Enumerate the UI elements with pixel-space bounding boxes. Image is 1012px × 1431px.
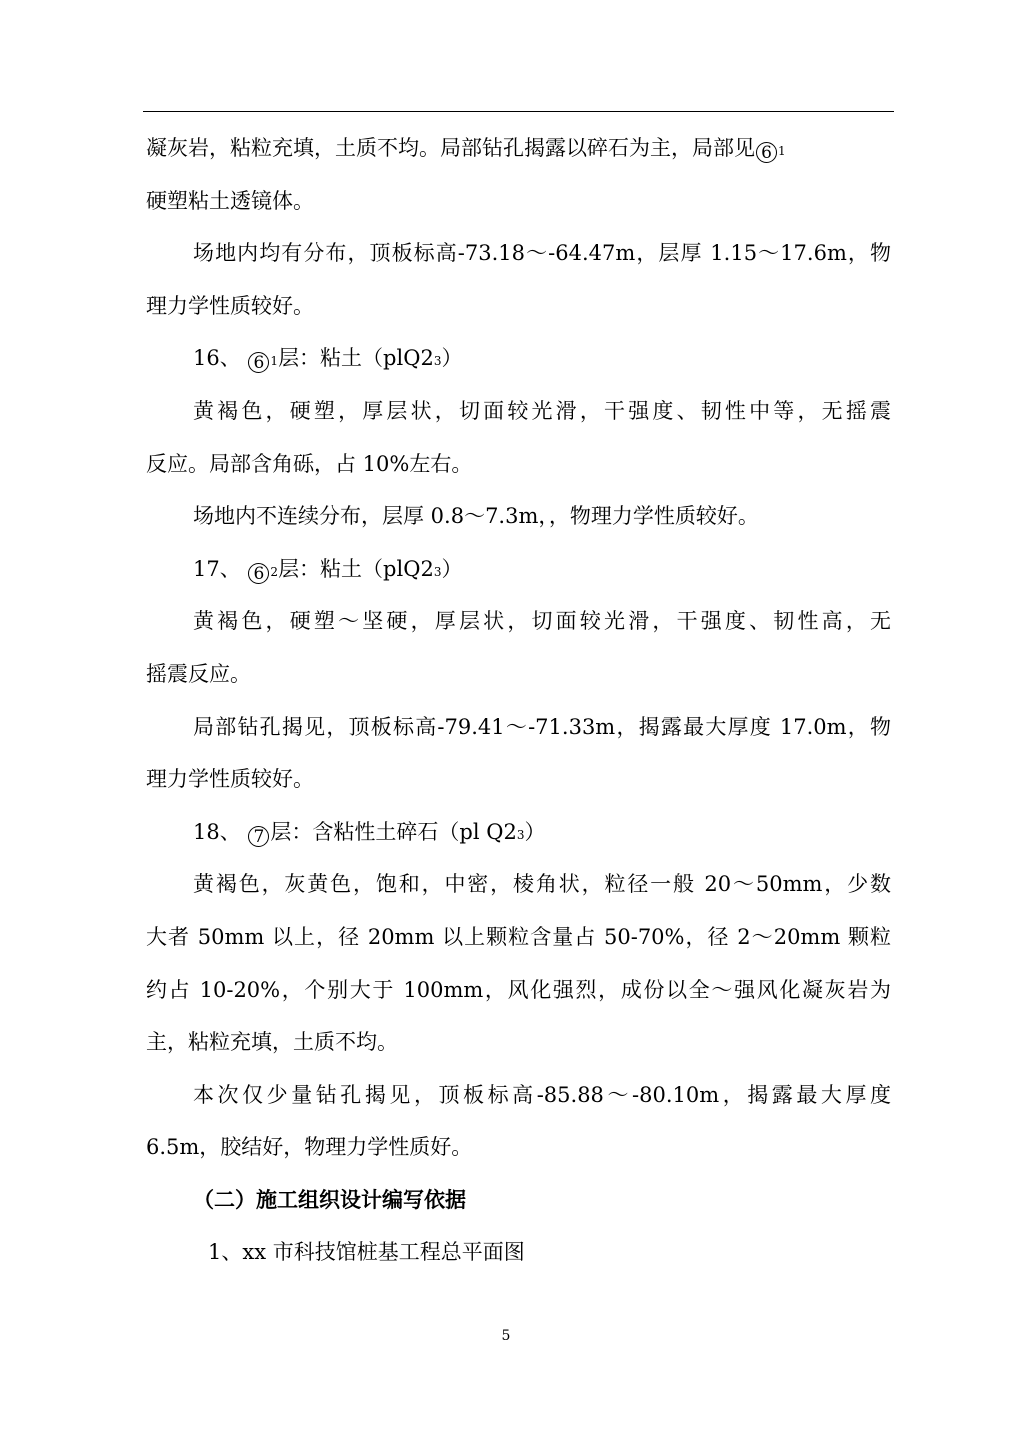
subscript: 3 xyxy=(516,827,525,842)
layer-number: 17、 xyxy=(193,556,241,581)
text-line: 摇震反应。 xyxy=(146,661,251,686)
header-rule xyxy=(143,111,894,112)
subscript: 1 xyxy=(778,144,786,158)
text-run: 本次仅少量钻孔揭见，顶板标高-85.88～-80.10m，揭露最大厚度 xyxy=(193,1082,891,1107)
layer-label: 层：含粘性土碎石（pl Q2 xyxy=(270,819,517,844)
text-line: 场地内不连续分布，层厚 0.8～7.3m，，物理力学性质较好。 xyxy=(193,504,759,529)
layer-number: 18、 xyxy=(193,819,241,844)
section-heading: （二）施工组织设计编写依据 xyxy=(193,1186,466,1212)
circled-number: 6 xyxy=(756,142,777,163)
layer-heading-18 xyxy=(146,806,891,859)
text-line xyxy=(146,122,891,175)
layer-number: 16、 xyxy=(193,346,241,371)
text-line: 反应。局部含角砾，占 10%左右。 xyxy=(146,451,473,476)
text-run: ） xyxy=(524,819,546,844)
text-line: 主，粘粒充填，土质不均。 xyxy=(146,1030,398,1055)
text-run: 黄褐色，灰黄色，饱和，中密，棱角状，粒径一般 20～50mm，少数 xyxy=(193,872,891,897)
text-line: 理力学性质较好。 xyxy=(146,767,314,792)
document-body xyxy=(146,122,891,1279)
page-number: 5 xyxy=(501,1328,511,1344)
circled-number: 6 xyxy=(248,563,269,584)
text-line: 6.5m，胶结好，物理力学性质好。 xyxy=(146,1135,473,1160)
layer-heading-16 xyxy=(146,332,891,385)
text-run: 凝灰岩，粘粒充填，土质不均。局部钻孔揭露以碎石为主，局部见 xyxy=(146,136,755,160)
text-line xyxy=(146,1069,891,1122)
text-run: 场地内均有分布，顶板标高-73.18～-64.47m，层厚 1.15～17.6m，物 xyxy=(193,241,891,266)
text-line xyxy=(146,858,891,911)
text-line xyxy=(146,595,891,648)
subscript: 2 xyxy=(270,564,279,579)
circled-number: 7 xyxy=(248,826,269,847)
text-run: 局部钻孔揭见，顶板标高-79.41～-71.33m，揭露最大厚度 17.0m，物 xyxy=(193,714,891,739)
layer-label: 层：粘土（plQ2 xyxy=(278,556,434,581)
text-run: 约占 10-20%，个别大于 100mm，风化强烈，成份以全～强风化凝灰岩为 xyxy=(146,977,891,1002)
text-run: ） xyxy=(441,346,463,371)
text-line: 硬塑粘土透镜体。 xyxy=(146,188,314,213)
text-run: ） xyxy=(441,556,463,581)
text-run: 黄褐色，硬塑，厚层状，切面较光滑，干强度、韧性中等，无摇震 xyxy=(193,398,891,423)
layer-heading-17 xyxy=(146,543,891,596)
list-item: 1、xx 市科技馆桩基工程总平面图 xyxy=(208,1240,525,1265)
subscript: 1 xyxy=(270,354,279,369)
text-line xyxy=(146,701,891,754)
text-line xyxy=(146,911,891,964)
text-line xyxy=(146,227,891,280)
layer-label: 层：粘土（plQ2 xyxy=(278,346,434,371)
subscript: 3 xyxy=(433,564,442,579)
circled-number: 6 xyxy=(248,352,269,373)
text-run: 黄褐色，硬塑～坚硬，厚层状，切面较光滑，干强度、韧性高，无 xyxy=(193,609,891,634)
text-line xyxy=(146,964,891,1017)
text-run: 大者 50mm 以上，径 20mm 以上颗粒含量占 50-70%，径 2～20mm 颗粒 xyxy=(146,924,891,949)
text-line: 理力学性质较好。 xyxy=(146,293,314,318)
subscript: 3 xyxy=(433,354,442,369)
text-line xyxy=(146,385,891,438)
